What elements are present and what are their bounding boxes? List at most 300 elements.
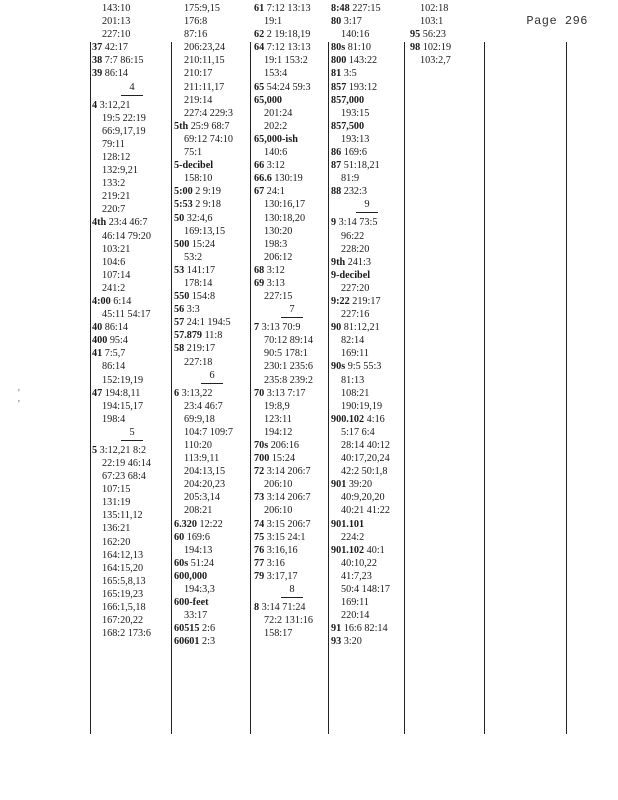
page-line-refs: 224:2 (341, 531, 365, 543)
index-term: 80 (331, 16, 342, 28)
index-entry (254, 465, 330, 478)
index-entry (174, 557, 250, 570)
page-line-refs: 136:21 (102, 523, 131, 535)
index-subentry (254, 67, 330, 80)
index-term: 70s (254, 440, 269, 451)
index-term: 72 (254, 466, 265, 478)
page-line-refs: 193:15 (341, 107, 370, 119)
page-line-refs: 3:12,21 (97, 99, 131, 111)
page-line-refs: 3:15 206:7 (264, 518, 311, 530)
page-line-refs: 208:21 (184, 505, 213, 517)
index-term: 57.879 (174, 330, 203, 342)
index-subentry (410, 54, 482, 67)
index-subentry (254, 400, 330, 413)
page-line-refs: 51:18,21 (341, 160, 380, 172)
index-subentry (92, 614, 172, 627)
index-subentry (92, 496, 172, 509)
index-subentry (331, 387, 403, 400)
page-line-refs: 228:20 (341, 243, 370, 255)
index-subentry (174, 15, 250, 28)
page-line-refs: 206:16 (268, 440, 300, 451)
index-term: 93 (331, 636, 342, 648)
page-line-refs: 72:2 131:16 (264, 615, 313, 627)
page-line-refs: 123:11 (264, 413, 292, 425)
page-line-refs: 141:17 (184, 264, 216, 276)
page-line-refs: 41:7,23 (341, 570, 372, 582)
index-term: 50 (174, 212, 185, 224)
page-line-refs: 19:1 (264, 16, 283, 28)
index-entry (331, 67, 403, 80)
index-subentry (331, 133, 403, 146)
index-entry (331, 81, 403, 94)
page-line-refs: 227:4 229:3 (184, 107, 233, 119)
index-entry (174, 596, 250, 609)
index-subentry (174, 491, 250, 504)
index-entry (174, 635, 250, 648)
index-term: 60s (174, 557, 189, 569)
index-entry (92, 321, 172, 334)
index-subentry (92, 2, 172, 15)
index-term: 60601 (174, 636, 200, 648)
page-line-refs: 3:14 71:24 (259, 602, 306, 614)
index-entry (174, 264, 250, 277)
index-term: 6.320 (174, 518, 197, 530)
index-subentry (92, 360, 172, 373)
section-heading (174, 369, 250, 387)
index-subentry (174, 504, 250, 517)
page-line-refs: 162:20 (102, 536, 131, 548)
page-line-refs: 202:2 (264, 120, 288, 132)
page-line-refs: 130:20 (264, 225, 293, 237)
index-subentry (331, 557, 403, 570)
index-entry (174, 531, 250, 544)
index-entry (331, 360, 403, 373)
index-term: 65,000 (254, 94, 283, 106)
page-line-refs: 219:14 (184, 94, 213, 106)
index-term: 8 (254, 602, 260, 614)
index-subentry (331, 28, 403, 41)
page-line-refs: 45:11 54:17 (102, 309, 151, 321)
index-subentry (331, 107, 403, 120)
index-term: 38 (92, 55, 103, 67)
index-subentry (254, 413, 330, 426)
page-line-refs: 140:16 (341, 29, 370, 41)
index-term: 61 (254, 3, 265, 14)
index-entry (331, 94, 403, 107)
page-line-refs: 7:7 86:15 (102, 55, 144, 67)
column-divider (404, 42, 405, 734)
page-line-refs: 241:2 (102, 282, 126, 294)
page-line-refs: 3:17 (341, 16, 362, 28)
index-subentry (254, 504, 330, 517)
page-line-refs: 86:14 (102, 68, 128, 80)
index-subentry (92, 308, 172, 321)
index-subentry (92, 112, 172, 125)
page-line-refs: 40:1 (364, 544, 385, 556)
index-subentry (174, 133, 250, 146)
page-line-refs: 23:4 46:7 (184, 400, 223, 412)
page-line-refs: 204:13,15 (184, 466, 226, 478)
index-term: 700 (254, 453, 270, 465)
page-line-refs: 2 19:18,19 (264, 29, 311, 41)
page-line-refs: 3:3 (184, 304, 200, 316)
index-subentry (174, 465, 250, 478)
index-entry (92, 334, 172, 347)
page-line-refs: 169:6 (184, 531, 210, 543)
index-entry (410, 41, 482, 54)
page-line-refs: 108:21 (341, 387, 370, 399)
index-subentry (331, 452, 403, 465)
page-line-refs: 140:6 (264, 147, 288, 159)
index-subentry (174, 54, 250, 67)
page-line-refs: 96:22 (341, 230, 365, 242)
page-line-refs: 3:16,16 (264, 544, 298, 556)
index-entry (254, 81, 330, 94)
index-subentry (92, 125, 172, 138)
page-line-refs: 4:16 (364, 413, 385, 425)
index-entry (254, 264, 330, 277)
index-term: 80s (331, 42, 346, 54)
index-subentry (410, 15, 482, 28)
index-subentry (331, 230, 403, 243)
index-entry (254, 544, 330, 557)
page-line-refs: 169:13,15 (184, 225, 226, 237)
page-line-refs: 40:10,22 (341, 557, 377, 569)
index-subentry (254, 225, 330, 238)
index-subentry (174, 81, 250, 94)
index-term: 5-decibel (174, 160, 214, 172)
index-term: 86 (331, 147, 342, 159)
index-subentry (174, 225, 250, 238)
page-line-refs: 210:11,15 (184, 55, 225, 67)
index-entry (92, 54, 172, 67)
page-line-refs: 227:20 (341, 282, 370, 294)
page-line-refs: 165:19,23 (102, 588, 144, 600)
index-term: 4th (92, 217, 107, 229)
page-line-refs: 81:10 (345, 42, 371, 54)
page-line-refs: 194:8,11 (102, 387, 141, 399)
section-heading (254, 583, 330, 601)
index-entry (331, 269, 403, 282)
index-entry (254, 321, 330, 334)
page-line-refs: 82:14 (341, 335, 365, 347)
index-entry (174, 185, 250, 198)
page-line-refs: 69:9,18 (184, 413, 215, 425)
page-line-refs: 154:8 (189, 291, 216, 303)
index-term: 66.6 (254, 173, 272, 185)
page-line-refs: 24:1 194:5 (184, 317, 231, 329)
index-subentry (174, 67, 250, 80)
index-entry (174, 342, 250, 355)
index-entry (331, 478, 403, 491)
index-subentry (174, 439, 250, 452)
index-term: 70 (254, 387, 265, 399)
page-line-refs: 33:17 (184, 610, 208, 622)
page-line-refs: 227:15 (349, 3, 381, 14)
page-line-refs: 235:8 239:2 (264, 374, 313, 386)
index-entry (254, 491, 330, 504)
page-line-refs: 81:9 (341, 173, 360, 185)
page-line-refs: 103:1 (420, 16, 444, 28)
page-line-refs: 168:2 173:6 (102, 628, 151, 640)
page-line-refs: 110:20 (184, 440, 212, 451)
index-subentry (92, 575, 172, 588)
index-subentry (331, 243, 403, 256)
page-line-refs: 54:24 59:3 (264, 81, 311, 93)
index-term: 41 (92, 348, 103, 360)
page-line-refs: 190:19,19 (341, 400, 383, 412)
column-divider (484, 42, 485, 734)
page-line-refs: 166:1,5,18 (102, 602, 146, 614)
page-line-refs: 42:17 (102, 42, 128, 54)
index-entry (331, 41, 403, 54)
index-entry (331, 321, 403, 334)
index-subentry (331, 172, 403, 185)
page-line-refs: 46:14 79:20 (102, 230, 151, 242)
page-line-refs: 232:3 (341, 186, 367, 198)
page-line-refs: 227:16 (341, 309, 370, 321)
index-term: 8:48 (331, 3, 350, 14)
index-term: 5:00 (174, 186, 193, 198)
index-entry (331, 15, 403, 28)
index-subentry (254, 238, 330, 251)
section-heading-label: 9 (356, 198, 377, 213)
page-line-refs: 104:6 (102, 256, 126, 268)
page-line-refs: 194:3,3 (184, 584, 215, 596)
index-term: 79 (254, 570, 265, 582)
index-entry (92, 41, 172, 54)
page-line-refs: 103:2,7 (420, 55, 451, 67)
index-subentry (331, 282, 403, 295)
index-subentry (174, 544, 250, 557)
index-term: 81 (331, 68, 342, 80)
index-subentry (174, 2, 250, 15)
index-subentry (174, 146, 250, 159)
index-entry (254, 185, 330, 198)
index-term: 901.102 (331, 544, 365, 556)
index-entry (92, 444, 172, 457)
index-subentry (254, 146, 330, 159)
section-heading (92, 81, 172, 99)
index-subentry (254, 627, 330, 640)
index-subentry (92, 243, 172, 256)
index-subentry (92, 269, 172, 282)
section-heading-label: 7 (281, 303, 302, 318)
index-entry (331, 120, 403, 133)
page-line-refs: 3:12 (264, 264, 285, 276)
page-line-refs: 113:9,11 (184, 453, 220, 465)
index-term: 67 (254, 186, 265, 198)
index-column-4 (331, 2, 403, 649)
page-line-refs: 2:3 (199, 636, 216, 648)
index-entry (254, 172, 330, 185)
page-line-refs: 201:24 (264, 107, 293, 119)
index-entry (331, 635, 403, 648)
page-line-refs: 86:14 (102, 361, 126, 373)
margin-marks (18, 388, 20, 410)
index-subentry (174, 172, 250, 185)
page-line-refs: 193:13 (341, 133, 370, 145)
index-entry (254, 159, 330, 172)
index-entry (254, 387, 330, 400)
page-line-refs: 22:19 46:14 (102, 458, 151, 469)
index-entry (92, 99, 172, 112)
index-entry (174, 387, 250, 400)
index-subentry (92, 400, 172, 413)
page-line-refs: 130:18,20 (264, 212, 306, 224)
index-entry (174, 212, 250, 225)
index-subentry (254, 347, 330, 360)
index-subentry (92, 190, 172, 203)
index-term: 550 (174, 291, 190, 303)
page-line-refs: 56:23 (420, 29, 446, 41)
index-column-2 (174, 2, 250, 649)
index-term: 65 (254, 81, 265, 93)
index-subentry (92, 588, 172, 601)
page-line-refs: 23:4 46:7 (106, 217, 148, 229)
index-entry (174, 518, 250, 531)
index-term: 6 (174, 387, 180, 399)
index-subentry (174, 478, 250, 491)
page-line-refs: 9:5 55:3 (345, 361, 382, 373)
index-subentry (92, 536, 172, 549)
page-line-refs: 24:1 (264, 186, 285, 198)
page-line-refs: 164:12,13 (102, 549, 144, 561)
index-term: 4:00 (92, 295, 111, 307)
page-line-refs: 40:9,20,20 (341, 492, 385, 504)
page-line-refs: 3:14 206:7 (264, 466, 311, 478)
page-line-refs: 169:11 (341, 597, 369, 609)
index-subentry (254, 290, 330, 303)
index-entry (254, 570, 330, 583)
index-entry (331, 413, 403, 426)
page-line-refs: 95:4 (107, 335, 128, 347)
section-heading (254, 303, 330, 321)
section-heading (331, 198, 403, 216)
page-line-refs: 210:17 (184, 68, 213, 80)
index-term: 69 (254, 277, 265, 289)
page-line-refs: 15:24 (269, 453, 296, 465)
index-term: 500 (174, 238, 190, 250)
page-line-refs: 19:8,9 (264, 400, 290, 412)
index-subentry (331, 426, 403, 439)
index-subentry (92, 374, 172, 387)
page-line-refs: 70:12 89:14 (264, 335, 313, 347)
index-subentry (92, 282, 172, 295)
index-entry (174, 198, 250, 211)
page-line-refs: 104:7 109:7 (184, 426, 233, 438)
page-line-refs: 176:8 (184, 16, 208, 28)
page-line-refs: 206:10 (264, 505, 293, 517)
page-line-refs: 102:19 (420, 42, 452, 54)
index-subentry (331, 374, 403, 387)
page-line-refs: 219:17 (184, 343, 216, 355)
index-subentry (92, 15, 172, 28)
index-entry (254, 439, 330, 452)
index-subentry (174, 413, 250, 426)
page-line-refs: 204:20,23 (184, 479, 226, 491)
index-term: 900.102 (331, 413, 365, 425)
page-line-refs: 3:16 (264, 557, 285, 569)
page-line-refs: 227:18 (184, 356, 213, 368)
index-entry (174, 329, 250, 342)
index-term: 98 (410, 42, 421, 54)
page-line-refs: 107:15 (102, 484, 131, 496)
page-line-refs: 107:14 (102, 269, 131, 281)
page-line-refs: 132:9,21 (102, 165, 138, 177)
index-subentry (174, 609, 250, 622)
index-entry (174, 570, 250, 583)
page-line-refs: 3:5 (341, 68, 357, 80)
page-line-refs: 227:15 (264, 291, 293, 303)
index-subentry (174, 107, 250, 120)
index-subentry (92, 509, 172, 522)
page-line-refs: 175:9,15 (184, 3, 220, 14)
index-term: 56 (174, 304, 185, 316)
index-entry (410, 28, 482, 41)
page-line-refs: 7:5,7 (102, 348, 126, 360)
page-line-refs: 3:12,21 8:2 (97, 444, 147, 456)
page-line-refs: 86:14 (102, 322, 128, 334)
index-entry (331, 295, 403, 308)
index-entry (331, 518, 403, 531)
page-line-refs: 90:5 178:1 (264, 348, 308, 360)
page-line-refs: 79:11 (102, 138, 125, 150)
page-line-refs: 3:13,22 (179, 387, 213, 399)
page-line-refs: 178:14 (184, 277, 213, 289)
index-entry (92, 216, 172, 229)
index-term: 57 (174, 317, 185, 329)
index-term: 73 (254, 492, 265, 504)
page-line-refs: 230:1 235:6 (264, 361, 313, 373)
index-subentry (331, 308, 403, 321)
page-line-refs: 102:18 (420, 3, 449, 14)
index-entry (254, 94, 330, 107)
index-subentry (92, 483, 172, 496)
page-line-refs: 158:17 (264, 628, 293, 640)
page-number-label: Page 296 (526, 14, 588, 28)
index-subentry (254, 334, 330, 347)
index-term: 5th (174, 120, 189, 132)
page-line-refs: 211:11,17 (184, 81, 225, 93)
index-subentry (174, 28, 250, 41)
page-line-refs: 69:12 74:10 (184, 133, 233, 145)
index-term: 65,000-ish (254, 133, 298, 145)
page-line-refs: 7:12 13:13 (264, 42, 311, 54)
index-term: 9 (331, 217, 337, 229)
index-subentry (254, 360, 330, 373)
index-entry (174, 120, 250, 133)
index-term: 47 (92, 387, 103, 399)
index-entry (92, 387, 172, 400)
page-line-refs: 40:17,20,24 (341, 453, 390, 465)
page-line-refs: 133:2 (102, 178, 126, 190)
index-term: 88 (331, 186, 342, 198)
page-line-refs: 2 9:18 (192, 199, 221, 211)
index-term: 39 (92, 68, 103, 80)
page-line-refs: 206:10 (264, 479, 293, 491)
index-entry (254, 518, 330, 531)
index-subentry (92, 138, 172, 151)
index-entry (92, 347, 172, 360)
index-entry (174, 238, 250, 251)
page-line-refs: 3:12 (264, 160, 285, 172)
index-term: 600,000 (174, 570, 208, 582)
page-line-refs: 32:4,6 (184, 212, 213, 224)
index-subentry (174, 583, 250, 596)
page-line-refs: 194:13 (184, 544, 213, 556)
section-heading-label: 6 (201, 369, 222, 384)
